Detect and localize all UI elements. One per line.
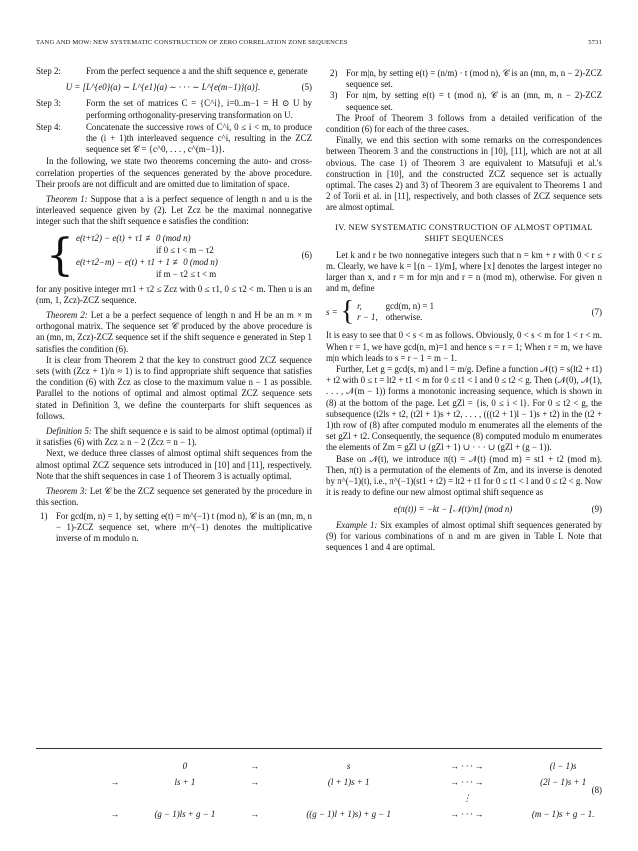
- equation-number: (6): [301, 250, 312, 261]
- list-number: 3): [330, 90, 338, 101]
- equation-cell: →: [110, 777, 120, 787]
- equation-row: [106, 790, 626, 806]
- bottom-rule: [36, 748, 602, 749]
- left-column: [36, 66, 312, 544]
- step-label: Step 2:: [36, 66, 61, 76]
- equation-cell: [106, 790, 124, 806]
- header-title: TANG AND MOW: NEW SYSTEMATIC CONSTRUCTION OF ZERO CORRELATION ZONE SEQUENCES: [36, 39, 348, 46]
- theorem-text: Suppose that a is a perfect sequence of length n and u is the interleaved sequence given by (2). Let Zcz be the maximal nonnegative integer such that the shift sequence e satisfies the condition:: [36, 194, 312, 227]
- equation-cell: (g − 1)ls + g − 1: [154, 809, 216, 819]
- theorem-1: [36, 194, 312, 228]
- equation-cell: [124, 790, 246, 806]
- paragraph: Further, Let g = gcd(s, m) and l = m/g. Define a function 𝒩(t) = s(lt2 + t1) + t2 with 0 ≤ t = lt2 + t1 < m for 0 ≤ t1 < l and 0 ≤ t2 < g. Then (𝒩(0), 𝒩(1), . . . , 𝒩(m − 1)) forms a monotonic increasing sequence, which is shown in (8) at the bottom of the page. Let gZl = {is, 0 ≤ i < l}. For 0 ≤ t2 < g, the subsequence (t2ls + t2, (t2l + 1)s + t2, . . . , (((t2 + 1)l − 1)s + t2) in the (t2 + 1)th row of (8) after computed modulo m enumerates all the elements of the set gZl + t2. Consequently, the sequence (8) computed modulo m enumerates the elements of Zm = gZl ∪ (gZl + 1) ∪ · · · ∪ (gZl + (g − 1)).: [326, 364, 602, 453]
- list-item: [326, 90, 602, 112]
- case-value: r − 1,: [357, 312, 378, 323]
- step-3: [36, 98, 312, 120]
- equation-6: [36, 229, 312, 281]
- equation-cell: →: [250, 809, 260, 819]
- step-2: [36, 66, 312, 77]
- step-text: From the perfect sequence a and the shift sequence e, generate: [86, 66, 308, 76]
- equation-cell: →: [250, 761, 260, 771]
- equation-cell: → · · · →: [450, 761, 484, 771]
- left-brace: {: [340, 296, 355, 328]
- equation-cell: ⋮: [462, 792, 472, 803]
- example-text: Six examples of almost optimal shift sequences generated by (9) for various combinations of n and m are given in Table I. Note that sequences 1 and 4 are optimal.: [326, 519, 602, 553]
- equation-cell: [500, 790, 626, 806]
- theorem-text: Let a be a perfect sequence of length n and H be an m × m orthogonal matrix. The sequence set 𝒞 produced by the above procedure is an (mn, m, Zcz)-ZCZ sequence set if the shift sequence e generated in Step 1 satisfies the condition (6).: [36, 310, 312, 354]
- step-label: Step 4:: [36, 121, 61, 132]
- equation-cell: (l + 1)s + 1: [327, 777, 370, 787]
- equation-cell: (l − 1)s: [549, 761, 577, 771]
- equation-cell: →: [250, 777, 260, 787]
- paragraph: Base on 𝒩(t), we introduce π(t) = 𝒩(t) (mod m) = st1 + t2 (mod m). Then, π(t) is a permutation of the elements of Zm, and its inverse is denoted by π^(−1)(t), i.e., π^(−1)(st1 + t2) = lt2 + t1 for 0 ≤ t1 < l and 0 ≤ t2 < g. Now it is ready to define our new almost optimal shift sequence as: [326, 453, 602, 498]
- definition-label: Definition 5:: [46, 426, 92, 437]
- list-item: [326, 68, 602, 90]
- case-row: [357, 312, 442, 323]
- theorem-2: [36, 310, 312, 355]
- equation-cell: → · · · →: [450, 809, 484, 819]
- equation-cell: [264, 790, 434, 806]
- section-title-line: IV. NEW SYSTEMATIC CONSTRUCTION OF ALMOST OPTIMAL: [335, 221, 593, 232]
- equation-cell: → · · · →: [450, 777, 484, 787]
- equation-5: [36, 82, 312, 93]
- equation-number: (9): [591, 503, 602, 514]
- equation-8: [36, 758, 602, 822]
- theorem-label: Theorem 3:: [46, 486, 88, 497]
- step-label: Step 3:: [36, 98, 61, 109]
- paragraph: In the following, we state two theorems concerning the auto- and cross-correlation properties of the sequences generated by the above procedure. Their proofs are not difficult and are omitted due to limitation of space.: [36, 156, 312, 189]
- equation-line: e(t+τ2−m) − e(t) + τ1 + 1 ≢ 0 (mod n): [76, 256, 218, 267]
- list-item: [36, 511, 312, 545]
- cases-table: [357, 301, 442, 323]
- equation-cell: →: [110, 809, 120, 819]
- equation-cell: [246, 790, 264, 806]
- paragraph: The Proof of Theorem 3 follows from a detailed verification of the condition (6) for each of the three cases.: [326, 112, 602, 135]
- definition-5: [36, 426, 312, 448]
- list-text: For n|m, by setting e(t) = t (mod n), 𝒞 is an (mn, m, n − 2)-ZCZ sequence set.: [346, 90, 602, 112]
- equation-9: [326, 504, 602, 515]
- equation-condition: if 0 ≤ t < m − τ2: [156, 244, 214, 255]
- paragraph: Finally, we end this section with some remarks on the correspondences between Theorem 3 and the constructions in [10], [11], which are not at all obvious. The case 1) of Theorem 3 are equivalent to Matsufuji et al.'s construction in [10], and the constructed ZCZ sequence set is actually optimal. The cases 2) and 3) of Theorem 3 are equivalent to Theorems 1 and 2 of Torii et al. in [11], respectively, and both classes of ZCZ sequence sets are almost optimal.: [326, 135, 602, 213]
- theorem-3-list-cont: [326, 68, 602, 113]
- paragraph: Next, we deduce three classes of almost optimal shift sequences from the almost optimal ZCZ sequence sets introduced in [10] and [11], respectively. Note that the shift sequences in case 1 of Theorem 3 is actually optimal.: [36, 448, 312, 481]
- equation-cell: (2l − 1)s + 1: [540, 777, 587, 787]
- example-1: [326, 520, 602, 554]
- equation-number: (7): [591, 306, 602, 317]
- list-number: 2): [330, 68, 338, 78]
- equation-number: (5): [301, 82, 312, 93]
- theorem-label: Theorem 1:: [46, 194, 88, 205]
- equation-cell: 0: [182, 761, 188, 771]
- equation-row: [106, 774, 626, 790]
- theorem-3: [36, 486, 312, 508]
- left-brace: {: [46, 229, 74, 281]
- equation-body: U = [L^{e0}(a) ∼ L^{e1}(a) ∼ · · · ∼ L^{e(m−1)}(a)].: [65, 82, 261, 93]
- paragraph: for any positive integer mτ1 + τ2 ≤ Zcz with 0 ≤ τ1, 0 ≤ τ2 < m. Then u is an (nm, 1, Zcz)-ZCZ sequence.: [36, 283, 312, 305]
- step-text: Concatenate the successive rows of C^i, 0 ≤ i < m, to produce the (i + 1)th interleaved sequence c^i, resulting in the ZCZ sequence set 𝒞 = {c^0, . . . , c^(m−1)}.: [86, 121, 312, 155]
- equation-cell: s: [346, 761, 351, 771]
- equation-8-grid: [106, 758, 626, 822]
- case-condition: gcd(m, n) = 1: [385, 301, 435, 312]
- equation-cell: ls + 1: [174, 777, 196, 787]
- equation-line: e(t+τ2) − e(t) + τ1 ≢ 0 (mod n): [76, 232, 191, 243]
- equation-cell: ((g − 1)l + 1)s) + g − 1: [306, 809, 391, 819]
- equation-7: [326, 298, 602, 326]
- case-condition: otherwise.: [385, 312, 423, 323]
- equation-row: [106, 806, 626, 822]
- equation-body: e(π(t)) = −kt − ⌊𝒩(t)/m⌋ (mod n): [393, 503, 513, 514]
- step-text: Form the set of matrices C = {C^i}, i=0..m−1 = H ⊙ U by performing orthogonality-preserving transformation on U.: [86, 98, 312, 120]
- case-row: [357, 301, 442, 312]
- running-header: [36, 39, 602, 46]
- section-heading: [326, 222, 602, 244]
- page-number: 5731: [588, 39, 602, 46]
- paragraph: Let k and r be two nonnegative integers such that n = km + r with 0 < r ≤ m. Clearly, we have k = ⌊(n − 1)/m⌋, where ⌊x⌋ denotes the largest integer no larger than x, and r = m for m|n and r = n (mod m), otherwise. For given n and m, define: [326, 249, 602, 294]
- example-label: Example 1:: [336, 519, 378, 530]
- list-text: For m|n, by setting e(t) = (n/m) · t (mod n), 𝒞 is an (mn, m, n − 2)-ZCZ sequence set.: [346, 68, 602, 90]
- equation-lines: [76, 232, 290, 280]
- equation-cell: [106, 758, 124, 774]
- equation-cell: (m − 1)s + g − 1.: [531, 809, 595, 819]
- section-title-line: SHIFT SEQUENCES: [424, 232, 504, 243]
- right-column: [326, 66, 602, 553]
- definition-text: The shift sequence e is said to be almost optimal (optimal) if it satisfies (6) with Zcz ≥ n − 2 (Zcz = n − 1).: [36, 426, 313, 448]
- paragraph: It is easy to see that 0 < s < m as follows. Obviously, 0 < s < m for 1 < r < m. When r = 1, we have gcd(n, m)=1 and hence s = r = 1; When r = m, we have m|n which leads to s = r − 1 = m − 1.: [326, 330, 602, 363]
- theorem-label: Theorem 2:: [46, 310, 88, 321]
- step-4: [36, 122, 312, 156]
- theorem-3-list: [36, 511, 312, 545]
- list-number: 1): [40, 510, 48, 521]
- equation-condition: if m − τ2 ≤ t < m: [156, 268, 217, 279]
- equation-number: (8): [591, 785, 602, 795]
- paragraph: It is clear from Theorem 2 that the key to construct good ZCZ sequence sets (with (Zcz + 1)/n ≈ 1) is to find appropriate shift sequence that satisfies the condition (6) with Zcz as close to the maximum value n − 1 as possible. Parallel to the notions of optimal and almost optimal ZCZ sequence sets stated in Definition 3, we define the counterparts for shift sequences as follows.: [36, 354, 312, 421]
- list-text: For gcd(m, n) = 1, by setting e(t) = m^(−1) t (mod n), 𝒞 is an (mn, m, n − 1)-ZCZ sequence set, where m^(−1) denotes the multiplicative inverse of m modulo n.: [56, 510, 312, 543]
- equation-row: [106, 758, 626, 774]
- equation-lhs: s =: [326, 306, 338, 317]
- case-value: r,: [357, 301, 362, 312]
- theorem-text: Let 𝒞 be the ZCZ sequence set generated by the procedure in this section.: [36, 486, 312, 508]
